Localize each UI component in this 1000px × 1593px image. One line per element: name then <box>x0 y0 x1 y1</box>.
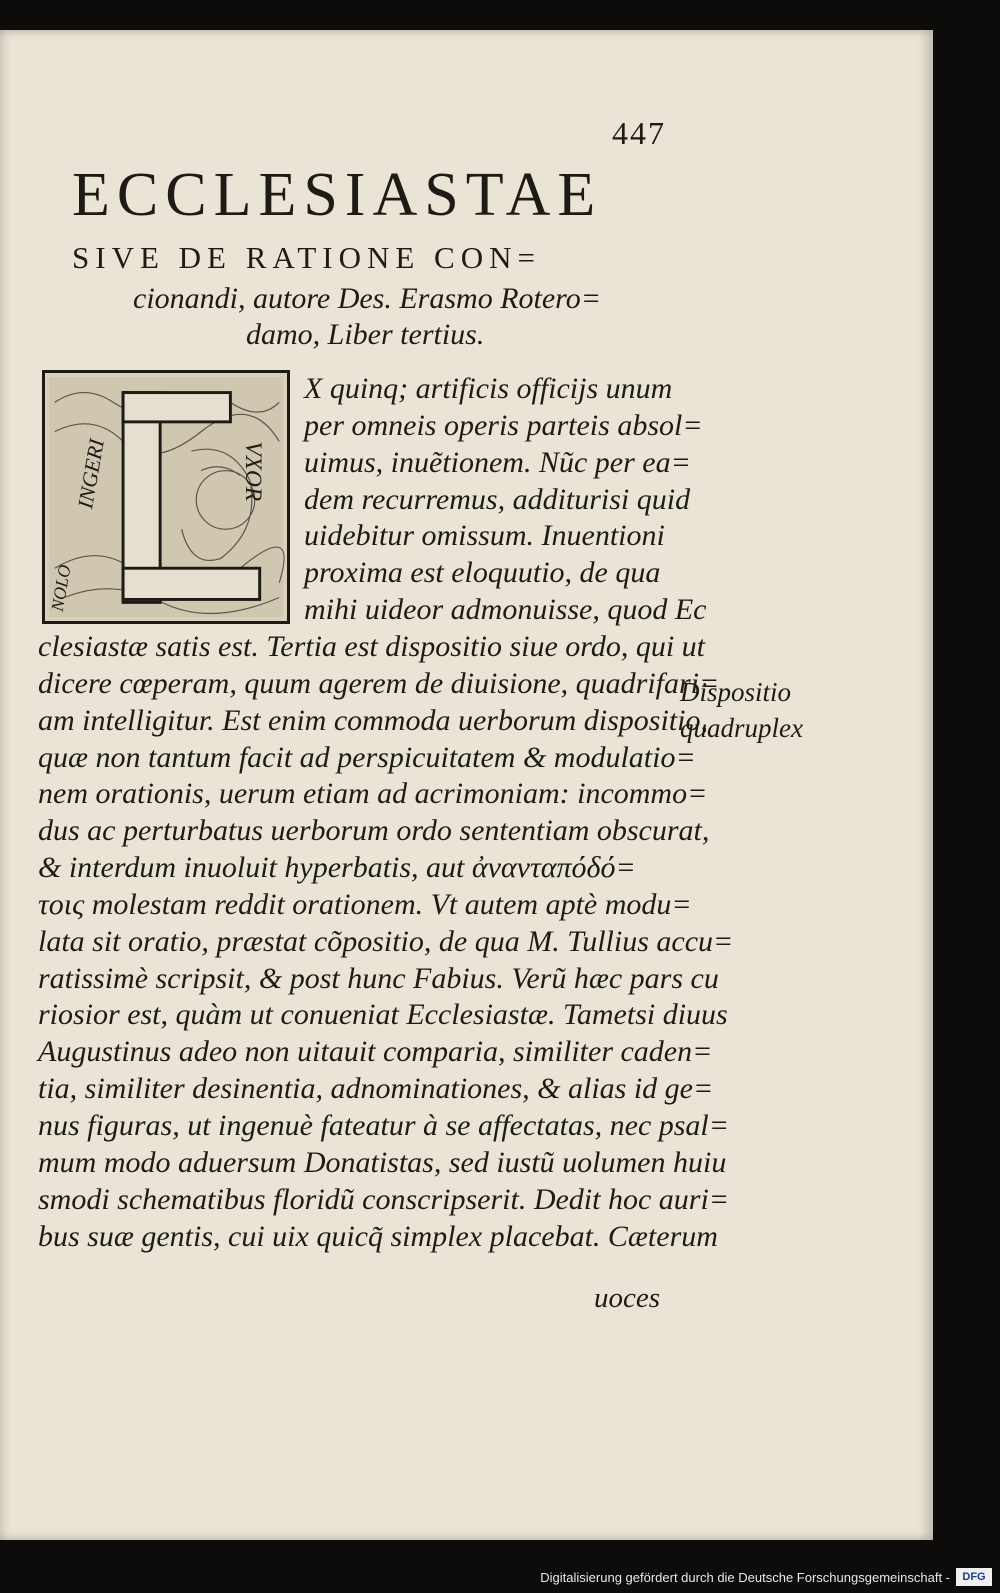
text-line: proxima est eloquutio, de qua <box>304 556 661 590</box>
text-line: ratissimè scripsit, & post hunc Fabius. Verũ hæc pars cu <box>38 961 719 995</box>
text-line: nus figuras, ut ingenuè fateatur à se affectatas, nec psal= <box>38 1109 730 1142</box>
subtitle-line-2: cionandi, autore Des. Erasmo Rotero= <box>133 282 601 315</box>
text-line: nem orationis, uerum etiam ad acrimoniam: incommo= <box>38 777 708 811</box>
subtitle-line-3: damo, Liber tertius. <box>246 318 485 351</box>
text-line: quæ non tantum facit ad perspicuitatem & modulatio= <box>38 740 696 774</box>
text-line: & interdum inuoluit hyperbatis, aut ἀνανταπόδό= <box>38 851 636 885</box>
footer-text: Digitalisierung gefördert durch die Deutsche Forschungsgemeinschaft - <box>540 1570 950 1585</box>
page-number: 447 <box>612 115 666 151</box>
text-line: lata sit oratio, præstat cõpositio, de qua M. Tullius accu= <box>38 924 734 958</box>
text-line: dus ac perturbatus uerborum ordo sententiam obscurat, <box>38 814 710 848</box>
footer <box>0 1550 1000 1593</box>
page-title: ECCLESIASTAE <box>72 161 603 229</box>
text-line: τοις molestam reddit orationem. Vt autem aptè modu= <box>38 887 692 921</box>
text-line: clesiastæ satis est. Tertia est dispositio siue ordo, qui ut <box>38 629 706 663</box>
text-line: am intelligitur. Est enim commoda uerborum dispositio, <box>38 703 708 737</box>
text-line: bus suæ gentis, cui uix quicq̃ simplex placebat. Cæterum <box>38 1219 718 1253</box>
dfg-logo: DFG <box>956 1568 992 1586</box>
banner-text-bottom: NOLO <box>46 563 75 613</box>
text-line: tia, similiter desinentia, adnominationes, & alias id ge= <box>38 1072 714 1106</box>
banner-text-left: INGERI <box>73 437 109 511</box>
text-line: X quinq; artificis officijs unum <box>304 372 673 405</box>
marginal-note-line-1: Dispositio <box>680 677 792 707</box>
text-line: dicere cœperam, quum agerem de diuisione, quadrifari= <box>38 666 720 700</box>
text-line: mihi uideor admonuisse, quod Ec <box>304 593 707 627</box>
banner-text-right: VXOR <box>240 441 267 502</box>
decorated-initial-image <box>45 373 287 621</box>
text-line: uidebitur omissum. Inuentioni <box>304 519 665 553</box>
text-line: Augustinus adeo non uitauit comparia, similiter caden= <box>38 1035 713 1069</box>
catchword: uoces <box>594 1282 661 1314</box>
text-line: dem recurremus, additurisi quid <box>304 482 691 516</box>
text-line: uimus, inuẽtionem. Nũc per ea= <box>304 445 691 479</box>
text-line: mum modo aduersum Donatistas, sed iustũ uolumen huiu <box>38 1145 727 1179</box>
marginal-note-line-2: quadruplex <box>680 713 803 743</box>
subtitle: SIVE DE RATIONE CON= <box>72 240 541 275</box>
text-line: per omneis operis parteis absol= <box>304 408 703 442</box>
text-line: smodi schematibus floridũ conscripserit. Dedit hoc auri= <box>38 1182 730 1216</box>
text-line: riosior est, quàm ut conueniat Ecclesiastæ. Tametsi diuus <box>38 998 728 1032</box>
decorated-initial <box>42 370 290 624</box>
